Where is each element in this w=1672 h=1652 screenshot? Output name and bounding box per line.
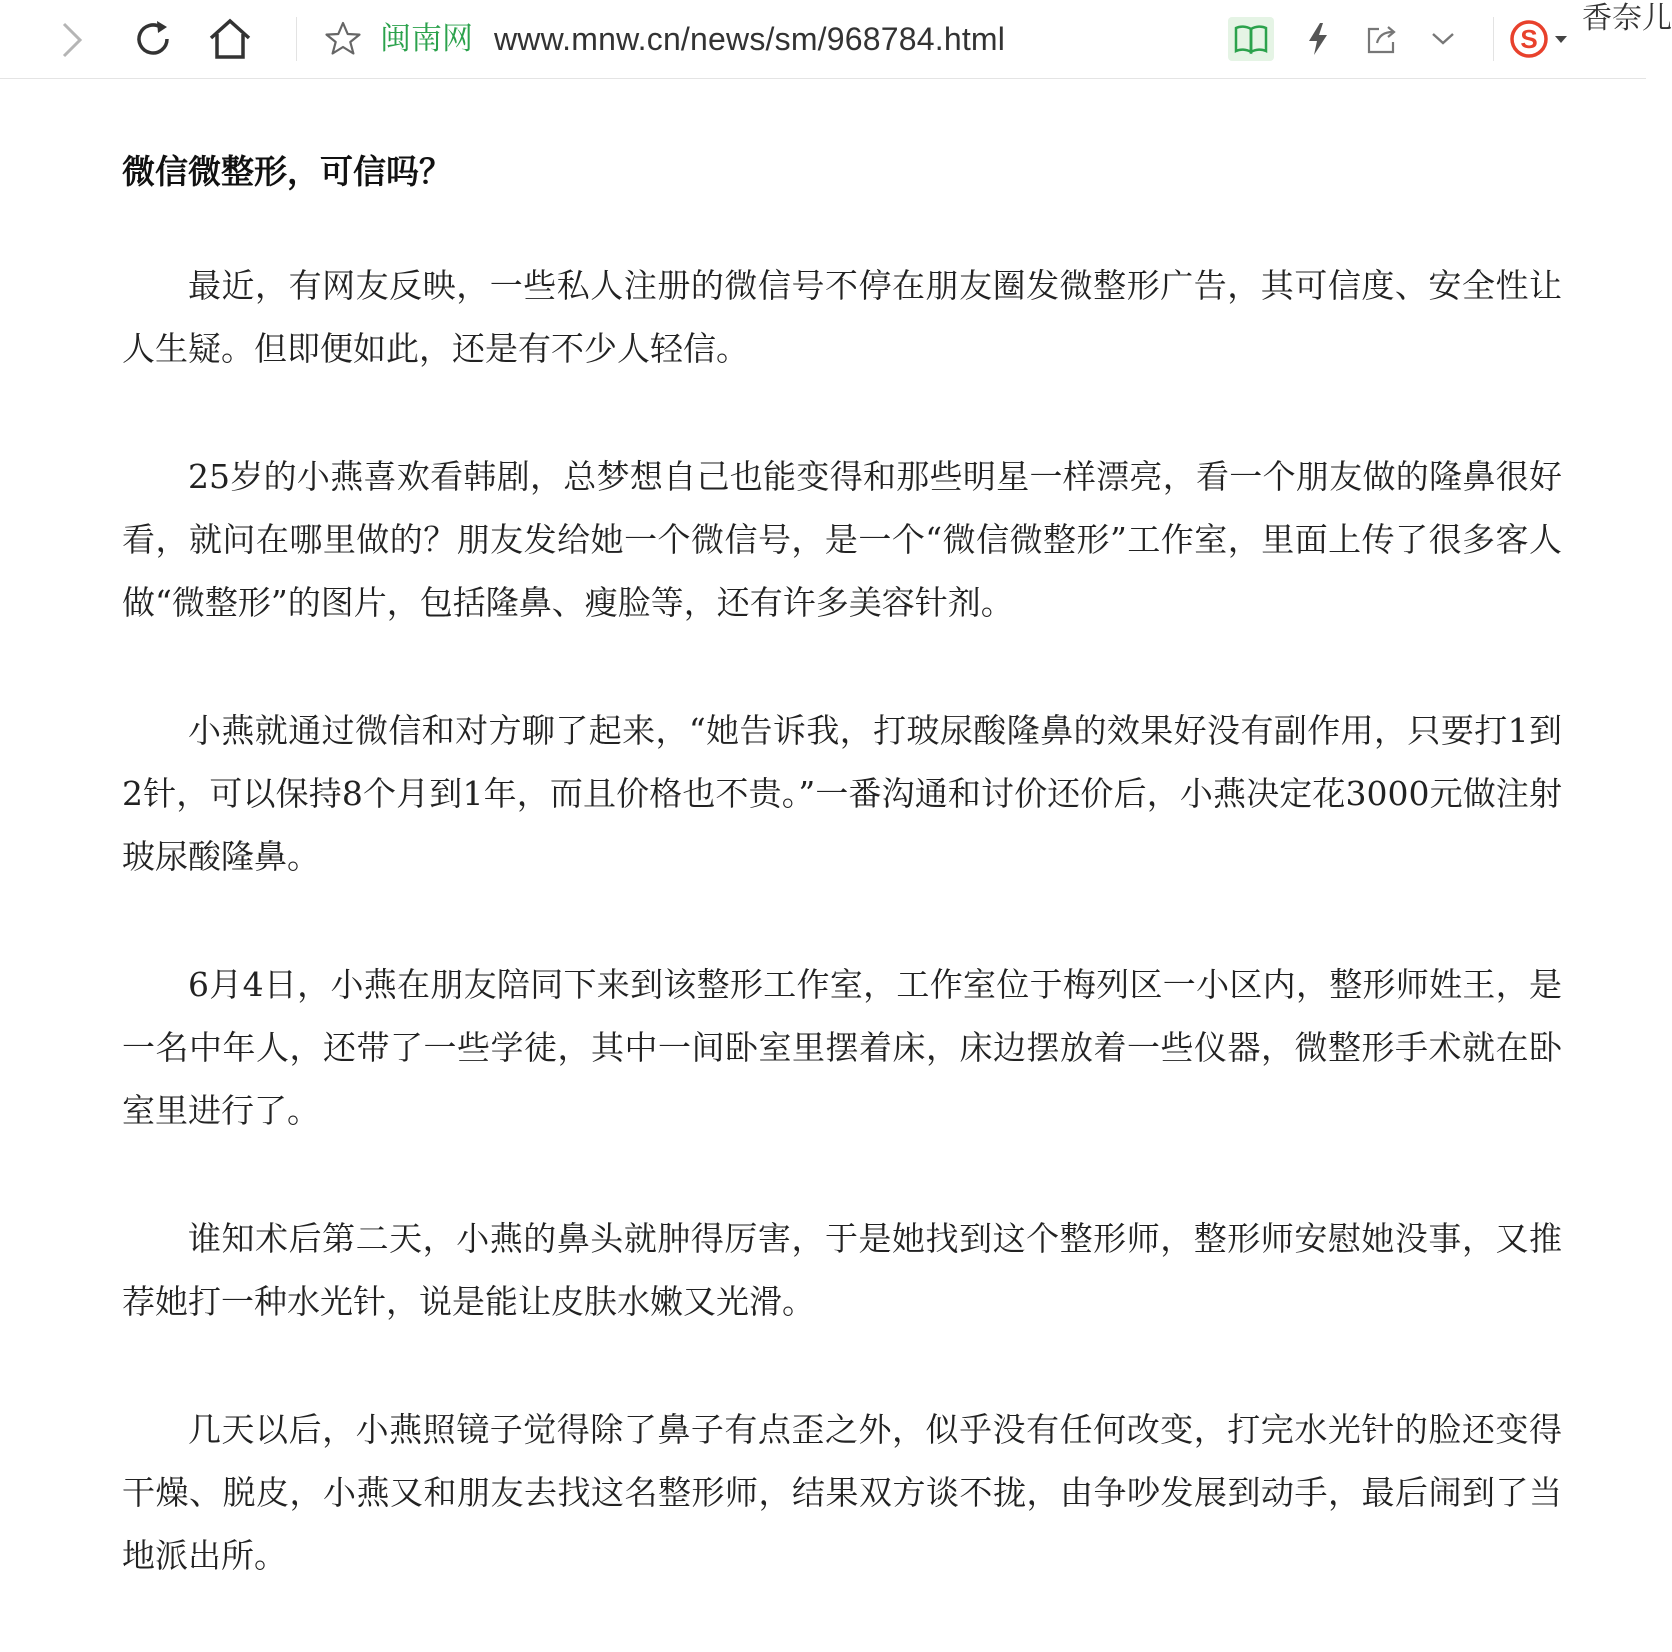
article-paragraph: 几天以后，小燕照镜子觉得除了鼻子有点歪之外，似乎没有任何改变，打完水光针的脸还变得干燥、脱皮，小燕又和朋友去找这名整形师，结果双方谈不拢，由争吵发展到动手，最后闹到了当地派出所。 xyxy=(122,1410,1562,1575)
corner-tab-text: 香奈儿 xyxy=(1582,2,1672,35)
chevron-down-icon[interactable] xyxy=(1423,18,1463,60)
reload-icon[interactable] xyxy=(128,14,178,64)
toolbar-separator xyxy=(296,17,297,61)
article-paragraph: 25岁的小燕喜欢看韩剧，总梦想自己也能变得和那些明星一样漂亮，看一个朋友做的隆鼻很好看，就问在哪里做的？朋友发给她一个微信号，是一个“微信微整形”工作室，里面上传了很多客人做“微整形”的图片，包括隆鼻、瘦脸等，还有许多美容针剂。 xyxy=(122,457,1562,622)
article-paragraph: 谁知术后第二天，小燕的鼻头就肿得厉害，于是她找到这个整形师，整形师安慰她没事，又推荐她打一种水光针，说是能让皮肤水嫩又光滑。 xyxy=(122,1219,1562,1321)
article-title: 微信微整形，可信吗？ xyxy=(122,152,452,191)
lightning-icon[interactable] xyxy=(1298,18,1338,60)
article-paragraph: 小燕就通过微信和对方聊了起来，“她告诉我，打玻尿酸隆鼻的效果好没有副作用，只要打1到2针，可以保持8个月到1年，而且价格也不贵。”一番沟通和讨价还价后，小燕决定花3000元做注射玻尿酸隆鼻。 xyxy=(122,711,1562,876)
browser-toolbar xyxy=(0,0,1672,79)
site-name: 闽南网 xyxy=(380,21,473,56)
article-paragraph: 6月4日，小燕在朋友陪同下来到该整形工作室，工作室位于梅列区一小区内，整形师姓王，是一名中年人，还带了一些学徒，其中一间卧室里摆着床，床边摆放着一些仪器，微整形手术就在卧室里进行了。 xyxy=(122,965,1562,1130)
home-icon[interactable] xyxy=(205,14,255,64)
sogou-icon[interactable] xyxy=(1508,16,1572,62)
star-icon[interactable] xyxy=(322,18,364,60)
article-paragraph: 最近，有网友反映，一些私人注册的微信号不停在朋友圈发微整形广告，其可信度、安全性让人生疑。但即便如此，还是有不少人轻信。 xyxy=(122,266,1562,368)
address-bar-url[interactable]: www.mnw.cn/news/sm/968784.html xyxy=(494,21,1006,57)
chevron-right-icon[interactable] xyxy=(52,18,92,62)
article-body xyxy=(122,140,1562,1652)
toolbar-separator xyxy=(1493,17,1494,61)
svg-text:S: S xyxy=(1520,24,1538,54)
reader-mode-icon[interactable] xyxy=(1228,17,1274,61)
share-icon[interactable] xyxy=(1360,18,1404,60)
